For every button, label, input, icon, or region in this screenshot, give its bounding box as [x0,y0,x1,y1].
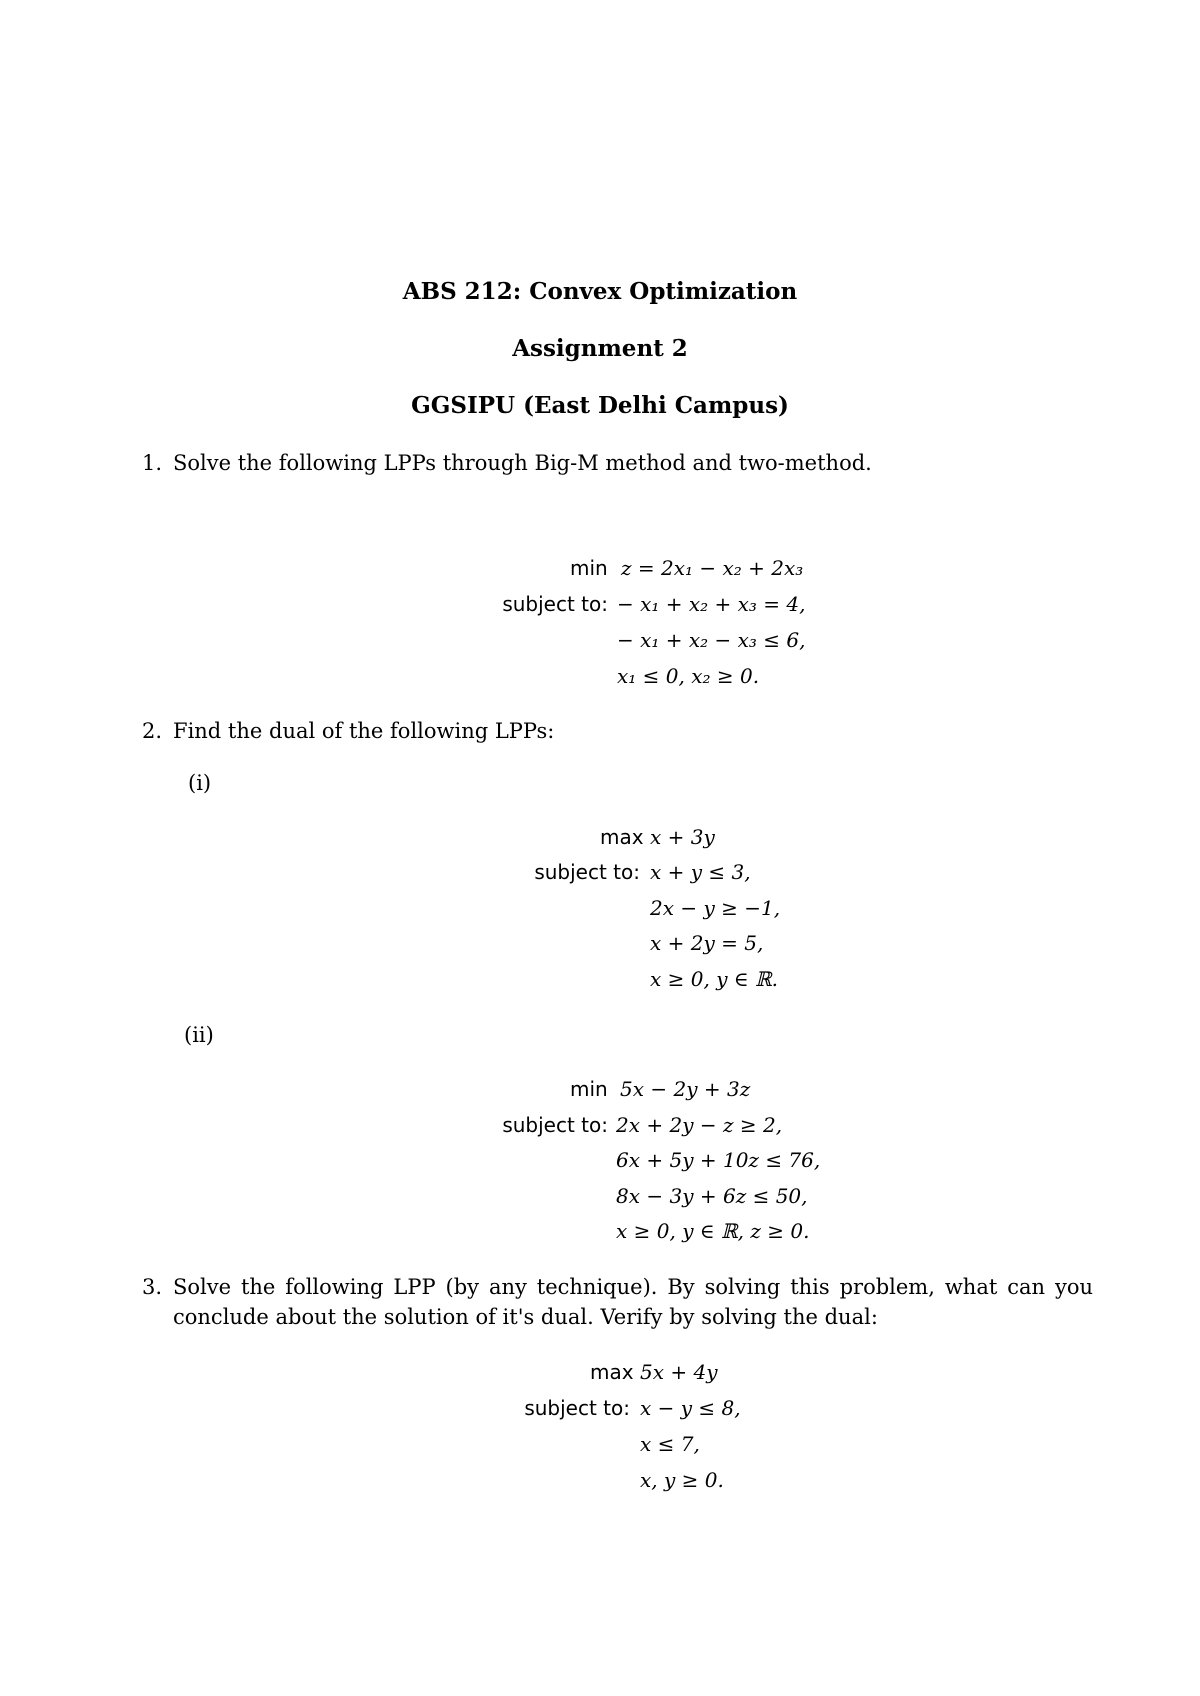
q1-constraint-3: x₁ ≤ 0, x₂ ≥ 0. [617,664,760,688]
q2-part-i-label: (i) [188,771,212,795]
q1-objective-expr: z = 2x₁ − x₂ + 2x₃ [621,556,804,580]
question-2-text: Find the dual of the following LPPs: [173,719,555,743]
q1-constraint-1: − x₁ + x₂ + x₃ = 4, [617,592,806,616]
q3-objective-expr: 5x + 4y [640,1360,718,1384]
question-2-number: 2. [142,719,163,743]
question-1-number: 1. [142,451,163,475]
q2ii-objective-keyword: min [570,1077,608,1101]
q3-objective-keyword: max [590,1360,634,1384]
q2i-constraint-1: x + y ≤ 3, [650,860,751,884]
q3-constraint-3: x, y ≥ 0. [640,1468,724,1492]
q2ii-constraint-3: 8x − 3y + 6z ≤ 50, [616,1184,808,1208]
question-1-text: Solve the following LPPs through Big-M method and two-method. [173,451,872,475]
q3-constraint-1: x − y ≤ 8, [640,1396,741,1420]
q3-constraint-2: x ≤ 7, [640,1432,700,1456]
question-3-text: Solve the following LPP (by any technique). By solving this problem, what can you conclude about the solution of it's dual. Verify by solving the dual: [173,1275,1093,1329]
q2ii-constraint-4: x ≥ 0, y ∈ ℝ, z ≥ 0. [616,1219,810,1243]
q3-subject-to: subject to: [524,1396,630,1420]
q2ii-constraint-1: 2x + 2y − z ≥ 2, [616,1113,783,1137]
institution-title: GGSIPU (East Delhi Campus) [411,392,789,419]
q2ii-constraint-2: 6x + 5y + 10z ≤ 76, [616,1148,821,1172]
q2i-subject-to: subject to: [534,860,640,884]
q2-part-ii-label: (ii) [184,1023,214,1047]
q1-objective-keyword: min [570,556,608,580]
q2i-objective-expr: x + 3y [650,825,715,849]
q2ii-objective-expr: 5x − 2y + 3z [620,1077,751,1101]
assignment-title: Assignment 2 [512,335,688,362]
q2i-constraint-2: 2x − y ≥ −1, [650,896,781,920]
q2ii-subject-to: subject to: [502,1113,608,1137]
q1-constraint-2: − x₁ + x₂ − x₃ ≤ 6, [617,628,806,652]
q1-subject-to: subject to: [502,592,608,616]
question-3 [142,1272,1092,1334]
q2i-constraint-3: x + 2y = 5, [650,931,764,955]
q2i-constraint-4: x ≥ 0, y ∈ ℝ. [650,967,778,991]
question-3-number: 3. [142,1275,163,1299]
q2i-objective-keyword: max [600,825,644,849]
course-title: ABS 212: Convex Optimization [402,278,798,305]
